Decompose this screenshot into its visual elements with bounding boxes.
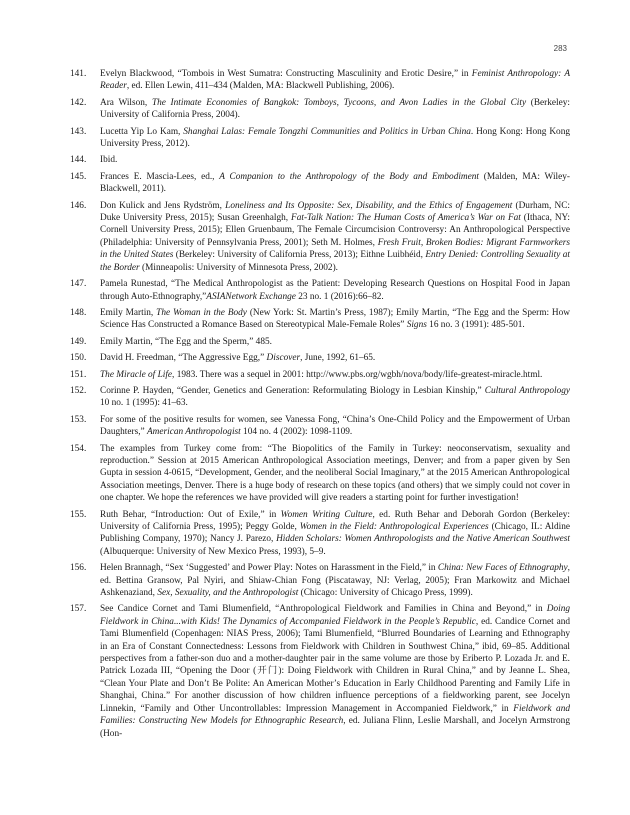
endnote-item: [70, 126, 570, 151]
endnote-item: [70, 414, 570, 439]
endnote-title-italic: Fat-Talk Nation: The Human Costs of America’s War on Fat: [291, 213, 521, 224]
endnote-text: [100, 415, 570, 437]
endnote-text: [100, 201, 570, 273]
endnote-text-segment: . Hong Kong: Hong Kong University Press, 2012).: [100, 126, 571, 150]
endnote-text: [100, 172, 570, 194]
endnote-text-segment: Ara Wilson,: [100, 97, 152, 108]
endnote-title-italic: ASIANetwork Exchange: [206, 291, 296, 302]
endnote-text-segment: Frances E. Mascia-Lees, ed.,: [100, 171, 220, 182]
endnote-number: 149.: [70, 336, 87, 347]
endnote-title-italic: The Intimate Economies of Bangkok: Tomboys, Tycoons, and Avon Ladies in the Global City: [151, 97, 527, 108]
endnote-item: [70, 385, 570, 410]
endnote-text-segment: 16 no. 3 (1991): 485-501.: [426, 320, 525, 331]
endnote-item: [70, 68, 570, 93]
endnote-title-italic: The Miracle of Life: [100, 369, 173, 380]
endnote-text-segment: (Durham, NC: Duke University Press, 2015); Susan Greenhalgh,: [100, 200, 571, 224]
endnote-text-segment: Corinne P. Hayden, “Gender, Genetics and Generation: Reformulating Biology in Lesbian Kinship,”: [100, 385, 485, 396]
endnote-number: 143.: [70, 126, 87, 137]
endnote-item: [70, 171, 570, 196]
endnote-text-segment: Lucetta Yip Lo Kam,: [100, 126, 184, 137]
endnote-text: [100, 279, 570, 301]
endnote-title-italic: Sex, Sexuality, and the Anthropologist: [157, 588, 299, 599]
endnote-number: 148.: [70, 307, 87, 318]
endnote-text-segment: (Malden, MA: Wiley-Blackwell, 2011).: [100, 171, 570, 195]
endnote-text-segment: , ed. Candice Cornet and Tami Blumenfield (Copenhagen: NIAS Press, 2006); Tami Blumenfield, “Blurred Boundaries of Learning and Ethnography in an Era of Constant Connectedness: Lessons from Fieldwork with Children in Southwest China,” ibid, 69–85. Additional perspectives from a father-son duo and a mother-daughter pair in the same volume are those by Eriberto P. Lozada Jr. and E. Patrick Lozada III, “Opening the Door (开门): Doing Fieldwork with Children in Rural China,” and by Jeanne L. Shea, “Clean Your Plate and Don’t Be Polite: An American Mother’s Education in Early Childhood Parenting and Family Life in Shanghai, China.” For another discussion of how children influence perceptions of a fieldworking parent, see Jocelyn Linnekin, “Family and Other Uncontrollables: Impression Management in Accompanied Fieldwork,” in: [100, 616, 570, 714]
endnote-text-segment: Evelyn Blackwood, “Tombois in West Sumatra: Constructing Masculinity and Erotic Desire,” in: [100, 69, 472, 79]
endnote-text-segment: Don Kulick and Jens Rydström,: [100, 200, 226, 211]
endnote-text: [100, 370, 542, 380]
endnote-title-italic: American Anthropologist: [146, 427, 241, 438]
endnote-item: [70, 336, 570, 348]
endnote-number: 147.: [70, 279, 87, 290]
endnote-title-italic: Fresh Fruit, Broken Bodies: Migrant Farmworkers in the United States: [100, 237, 570, 261]
endnote-number: 142.: [70, 97, 87, 108]
endnote-text-segment: (Ithaca, NY: Cornell University Press, 2015); Ellen Gruenbaum, The Female Circumcision Controversy: An Anthropological Perspective (Philadelphia: University of Pennsylvania Press, 2001); Seth M. Holmes,: [100, 213, 570, 248]
endnote-text-segment: Pamela Runestad, “The Medical Anthropologist as the Patient: Developing Research Questions on Hospital Food in Japan through Auto-Ethnography,”: [100, 279, 570, 302]
endnote-text-segment: David H. Freedman, “The Aggressive Egg,”: [100, 353, 267, 364]
endnote-item: [70, 509, 570, 559]
endnote-title-italic: Loneliness and Its Opposite: Sex, Disability, and the Ethics of Engagement: [225, 200, 513, 211]
endnote-title-italic: Hidden Scholars: Women Anthropologists and the Native American Southwest: [276, 534, 570, 545]
endnote-title-italic: Feminist Anthropology: A Reader: [100, 69, 570, 92]
endnote-text-segment: Ibid.: [100, 155, 118, 166]
endnote-title-italic: Fieldwork and Families: Constructing New Models for Ethnographic Research: [100, 703, 570, 727]
endnote-item: [70, 352, 570, 364]
endnote-title-italic: Entry Denied: Controlling Sexuality at the Border: [100, 250, 570, 273]
endnote-text: [100, 337, 272, 347]
endnotes-list: [70, 68, 570, 744]
endnote-item: [70, 154, 570, 166]
endnote-text: [100, 127, 570, 149]
endnote-number: 157.: [70, 604, 87, 615]
endnote-title-italic: Signs: [406, 320, 427, 331]
endnote-title-italic: Shanghai Lalas: Female Tongzhi Communities and Politics in Urban China: [183, 126, 471, 137]
endnote-text: [100, 563, 570, 598]
endnote-item: [70, 562, 570, 599]
endnote-number: 141.: [70, 69, 87, 79]
endnote-text-segment: , ed. Juliana Flinn, Leslie Marshall, and Jocelyn Armstrong (Hon-: [100, 716, 570, 739]
endnote-text-segment: Helen Brannagh, “Sex ‘Suggested’ and Power Play: Notes on Harassment in the Field,” in: [100, 563, 438, 574]
endnote-item: [70, 369, 570, 381]
endnote-text: [100, 308, 570, 330]
endnote-number: 151.: [70, 369, 87, 380]
page-number: 283: [553, 44, 567, 53]
endnote-text-segment: , June, 1992, 61–65.: [300, 353, 376, 364]
endnote-title-italic: Discover: [266, 353, 301, 364]
endnote-item: [70, 603, 570, 739]
endnote-text-segment: 10 no. 1 (1995): 41–63.: [100, 398, 188, 409]
endnote-text: [100, 604, 570, 738]
endnote-title-italic: The Woman in the Body: [156, 307, 247, 318]
endnote-text-segment: (Chicago, IL: Aldine Publishing Company, 1970); Nancy J. Parezo,: [100, 522, 571, 545]
endnote-text-segment: , ed. Ruth Behar and Deborah Gordon (Berkeley: University of California Press, 1995); Peggy Golde,: [100, 509, 570, 532]
endnote-text-segment: (Minneapolis: University of Minnesota Press, 2002).: [139, 262, 338, 273]
endnote-text-segment: (New York: St. Martin’s Press, 1987); Emily Martin, “The Egg and the Sperm: How Science Has Constructed a Romance Based on Stereotypical Male-Female Roles”: [100, 307, 570, 331]
endnote-item: [70, 97, 570, 122]
endnote-text: [100, 155, 117, 165]
endnote-title-italic: Cultural Anthropology: [484, 385, 570, 396]
endnote-title-italic: A Companion to the Anthropology of the Body and Embodiment: [219, 171, 479, 182]
endnote-text: [100, 510, 570, 557]
endnote-title-italic: China: New Faces of Ethnography: [437, 563, 568, 574]
endnote-item: [70, 200, 570, 274]
endnote-text-segment: (Albuquerque: University of New Mexico Press, 1993), 5–9.: [100, 546, 326, 557]
endnote-item: [70, 307, 570, 332]
endnote-text-segment: , 1983. There was a sequel in 2001: http://www.pbs.org/wgbh/nova/body/life-greatest-miracle.html.: [172, 369, 543, 380]
endnote-text-segment: (Berkeley: University of California Press, 2004).: [100, 97, 570, 121]
endnote-text: [100, 386, 570, 408]
endnote-number: 153.: [70, 414, 87, 425]
endnote-number: 156.: [70, 563, 87, 574]
endnote-item: [70, 278, 570, 303]
endnote-number: 146.: [70, 200, 87, 211]
endnote-item: [70, 443, 570, 505]
endnote-text: [100, 98, 570, 120]
endnote-text-segment: , ed. Ellen Lewin, 411–434 (Malden, MA: Blackwell Publishing, 2006).: [126, 81, 395, 92]
endnote-text: [100, 69, 570, 91]
endnote-text-segment: (Chicago: University of Chicago Press, 1999).: [298, 588, 473, 599]
endnote-number: 154.: [70, 443, 87, 454]
endnote-number: 152.: [70, 385, 87, 396]
endnote-text: [100, 444, 570, 504]
endnote-text-segment: Emily Martin,: [100, 307, 157, 318]
endnote-text-segment: (Berkeley: University of California Press, 2013); Eithne Luibhéid,: [173, 250, 426, 261]
endnote-text-segment: Ruth Behar, “Introduction: Out of Exile,” in: [100, 509, 281, 520]
endnote-title-italic: Women Writing Culture: [280, 509, 373, 520]
endnote-text-segment: For some of the positive results for women, see Vanessa Fong, “China’s One-Child Policy and the Empowerment of Urban Daughters,”: [100, 414, 570, 438]
endnote-text-segment: See Candice Cornet and Tami Blumenfield, “Anthropological Fieldwork and Families in China and Beyond,” in: [100, 604, 547, 615]
endnote-text-segment: 104 no. 4 (2002): 1098-1109.: [240, 427, 353, 438]
endnote-text-segment: , ed. Bettina Gransow, Pal Nyiri, and Shiaw-Chian Fong (Piscataway, NJ: Verlag, 2005); Fran Markowitz and Michael Ashkenaziand,: [100, 563, 570, 599]
endnote-text-segment: 23 no. 1 (2016):66–82.: [295, 291, 384, 302]
endnote-title-italic: Doing Fieldwork in China...with Kids! The Dynamics of Accompanied Fieldwork in the People’s Republic: [100, 604, 570, 627]
endnote-number: 155.: [70, 509, 87, 520]
endnote-text: [100, 353, 375, 363]
endnote-number: 145.: [70, 171, 87, 182]
endnote-number: 144.: [70, 155, 87, 166]
endnote-text-segment: The examples from Turkey come from: “The Biopolitics of the Family in Turkey: neoconservatism, sexuality and reproduction.” Session at 2015 American Anthropological Association meetings, Denver; and from a paper given by Sen Gupta in session 4-0615, “Development, Gender, and the neoliberal Social Imaginary,” at the 2015 American Anthropological Association meetings, Denver. There is a huge body of research on these topics (and others) that we simply could not cover in one chapter. We hope the references we have provided will give readers a starting point for further investigation!: [100, 443, 570, 504]
endnote-title-italic: Women in the Field: Anthropological Experiences: [299, 522, 489, 532]
endnote-number: 150.: [70, 353, 87, 364]
endnote-text-segment: Emily Martin, “The Egg and the Sperm,” 485.: [100, 336, 272, 347]
